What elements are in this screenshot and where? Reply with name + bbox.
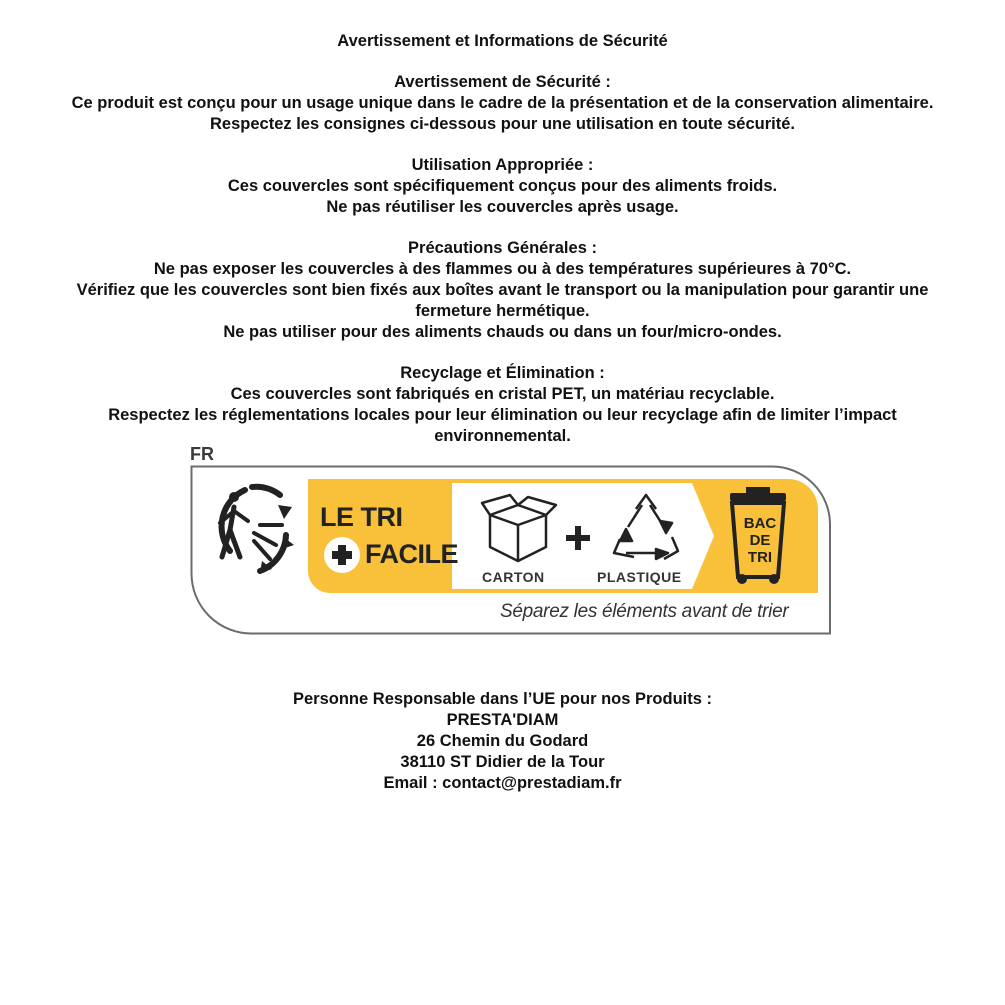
country-tag: FR [190,444,214,464]
section-line: Ce produit est conçu pour un usage unique dans le cadre de la présentation et de la conservation alimentaire. [71,94,934,112]
section-line: Respectez les réglementations locales pour leur élimination ou leur recyclage afin de limiter l’impact [108,406,897,424]
slogan-le-tri: LE TRI [320,502,403,532]
separate-instruction: Séparez les éléments avant de trier [500,601,789,622]
safety-document [0,31,1005,447]
bin-label-line: DE [749,532,771,549]
section-line: environnemental. [434,427,571,445]
responsible-person-block [0,689,1005,794]
section-line: Ces couvercles sont fabriqués en cristal PET, un matériau recyclable. [230,385,775,403]
section-heading: Précautions Générales : [408,239,597,257]
section-line: Vérifiez que les couvercles sont bien fixés aux boîtes avant le transport ou la manipulation pour garantir une [76,281,929,299]
document-title: Avertissement et Informations de Sécurité [337,32,668,50]
section-line: Respectez les consignes ci-dessous pour une utilisation en toute sécurité. [210,115,795,133]
company-name: PRESTA'DIAM [446,711,559,729]
bin-label [742,515,778,566]
bin-label-line: TRI [747,549,773,566]
section-line: Ces couvercles sont spécifiquement conçus pour des aliments froids. [227,177,778,195]
item-plastique-label: PLASTIQUE [597,569,682,585]
contact-email: Email : contact@prestadiam.fr [383,774,622,792]
section-line: fermeture hermétique. [415,302,590,320]
section-heading: Utilisation Appropriée : [411,156,594,174]
responsible-heading: Personne Responsable dans l’UE pour nos Produits : [293,690,712,708]
item-carton-label: CARTON [482,569,545,585]
recycling-label [190,465,832,635]
address-line: 38110 ST Didier de la Tour [400,753,605,771]
plus-circle-icon [324,537,360,573]
section-line: Ne pas exposer les couvercles à des flammes ou à des températures supérieures à 70°C. [153,260,852,278]
address-line: 26 Chemin du Godard [416,732,589,750]
section-heading: Recyclage et Élimination : [400,364,605,382]
section-heading: Avertissement de Sécurité : [394,73,611,91]
slogan-facile: FACILE [365,539,459,569]
section-line: Ne pas réutiliser les couvercles après usage. [326,198,679,216]
section-line: Ne pas utiliser pour des aliments chauds ou dans un four/micro-ondes. [223,323,782,341]
bin-label-line: BAC [743,515,777,532]
